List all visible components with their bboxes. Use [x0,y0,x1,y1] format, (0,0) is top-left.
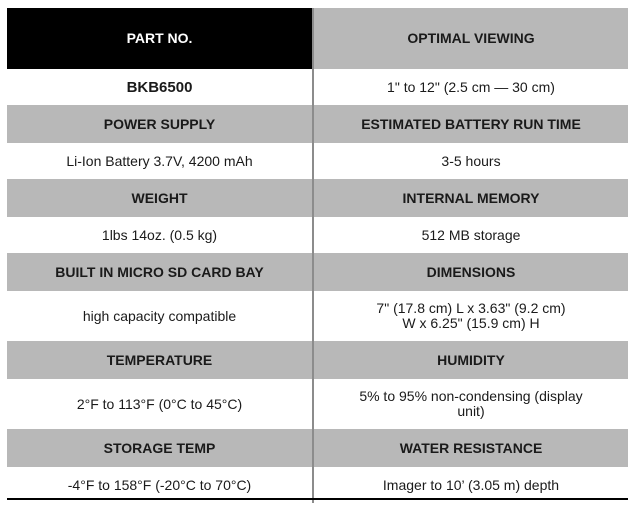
internal-memory-value: 512 MB storage [314,217,628,253]
value-row-temperature [7,379,628,429]
storage-temp-value: -4°F to 158°F (-20°C to 70°C) [7,467,314,503]
power-supply-value: Li-Ion Battery 3.7V, 4200 mAh [7,143,314,179]
humidity-value [314,379,628,429]
part-no-header: PART NO. [7,8,314,69]
power-supply-header: POWER SUPPLY [7,105,314,143]
water-resistance-value: Imager to 10’ (3.05 m) depth [314,467,628,503]
value-row-part-no [7,69,628,105]
humidity-header: HUMIDITY [314,341,628,379]
header-row-part-no [7,8,628,69]
temperature-header: TEMPERATURE [7,341,314,379]
sd-card-bay-value: high capacity compatible [7,291,314,341]
dimensions-value [314,291,628,341]
spec-table [7,8,628,503]
battery-run-time-value: 3-5 hours [314,143,628,179]
sd-card-bay-header: BUILT IN MICRO SD CARD BAY [7,253,314,291]
temperature-value: 2°F to 113°F (0°C to 45°C) [7,379,314,429]
storage-temp-header: STORAGE TEMP [7,429,314,467]
header-row-power [7,105,628,143]
value-row-weight [7,217,628,253]
header-row-storage [7,429,628,467]
value-row-power [7,143,628,179]
internal-memory-header: INTERNAL MEMORY [314,179,628,217]
header-row-sd-card [7,253,628,291]
dimensions-header: DIMENSIONS [314,253,628,291]
dimensions-line-2: W x 6.25" (15.9 cm) H [402,315,540,331]
battery-run-time-header: ESTIMATED BATTERY RUN TIME [314,105,628,143]
optimal-viewing-value: 1" to 12" (2.5 cm — 30 cm) [314,69,628,105]
bottom-rule [7,498,628,500]
humidity-line-1: 5% to 95% non-condensing (display [359,388,583,404]
header-row-weight [7,179,628,217]
optimal-viewing-header: OPTIMAL VIEWING [314,8,628,69]
part-no-value: BKB6500 [7,69,314,105]
weight-value: 1lbs 14oz. (0.5 kg) [7,217,314,253]
dimensions-line-1: 7" (17.8 cm) L x 3.63" (9.2 cm) [376,300,566,316]
weight-header: WEIGHT [7,179,314,217]
water-resistance-header: WATER RESISTANCE [314,429,628,467]
value-row-sd-card [7,291,628,341]
humidity-line-2: unit) [457,403,485,419]
header-row-temperature [7,341,628,379]
